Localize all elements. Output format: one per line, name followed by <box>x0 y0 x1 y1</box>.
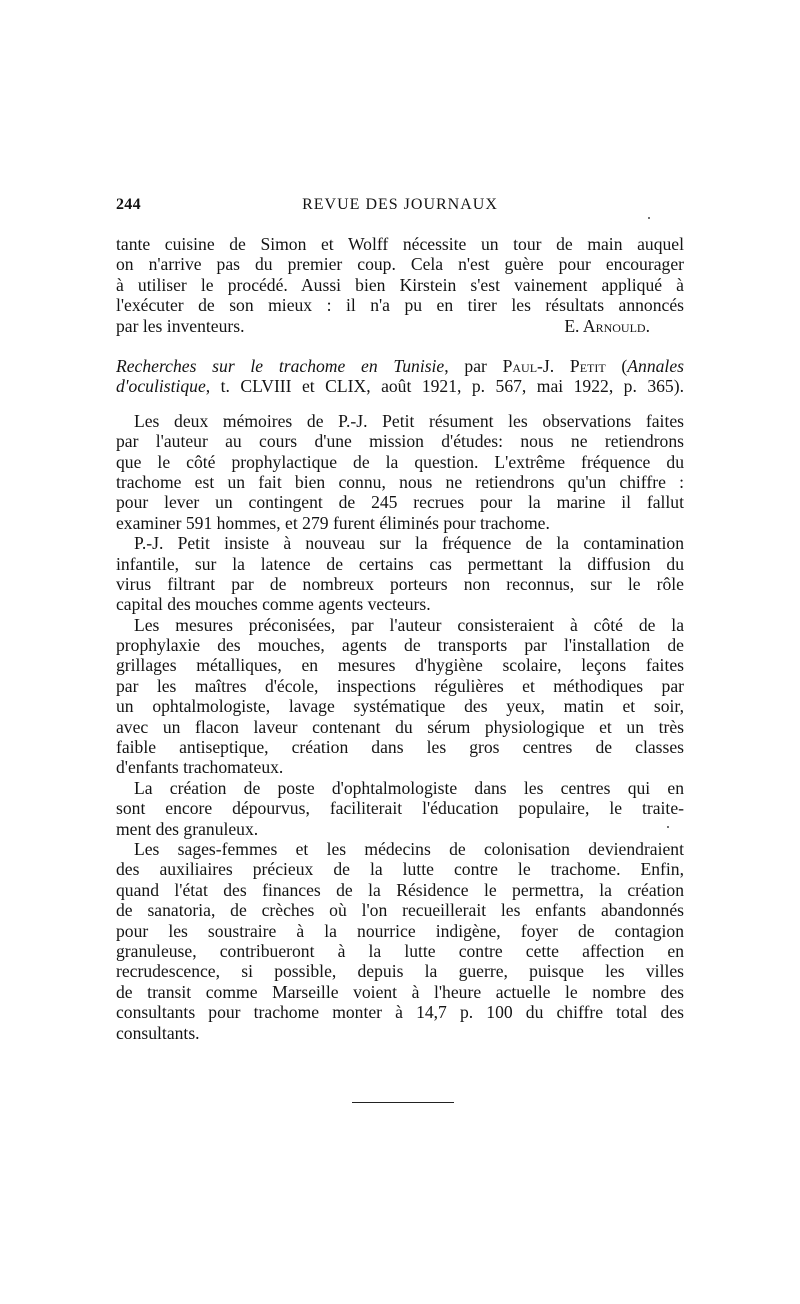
text-line: on n'arrive pas du premier coup. Cela n'est guère pour encourager <box>116 254 684 275</box>
closing-text: par les inventeurs. <box>116 315 245 336</box>
text-line: P.-J. Petit insiste à nouveau sur la fréquence de la contamination <box>134 533 684 554</box>
text-line: à utiliser le procédé. Aussi bien Kirstein s'est vainement appliqué à <box>116 274 684 295</box>
print-speck <box>667 826 669 828</box>
text-line: grillages métalliques, en mesures d'hygiène scolaire, leçons faites <box>116 655 684 676</box>
journal-name-cont: d'oculistique <box>116 376 206 397</box>
text-line: Les sages-femmes et les médecins de colonisation deviendraient <box>134 838 684 859</box>
text-line: examiner 591 hommes, et 279 furent éliminés pour trachome. <box>116 512 550 533</box>
text-line: consultants pour trachome monter à 14,7 p. 100 du chiffre total des <box>116 1002 684 1023</box>
text-line: La création de poste d'ophtalmologiste dans les centres qui en <box>134 777 684 798</box>
text-line: trachome est un fait bien connu, nous ne retiendrons qu'un chiffre : <box>116 471 684 492</box>
closing-line <box>116 316 684 336</box>
text-line: ment des granuleux. <box>116 818 259 839</box>
review-section <box>116 356 684 1043</box>
text-line: pour les soustraire à la nourrice indigène, foyer de contagion <box>116 920 684 941</box>
continuation-paragraph <box>116 234 684 336</box>
text-line: de sanatoria, de crèches où l'on recueillerait les enfants abandonnés <box>116 900 684 921</box>
text-line: virus filtrant par de nombreux porteurs non reconnus, sur le rôle <box>116 573 684 594</box>
text-line: Les mesures préconisées, par l'auteur consisteraient à côté de la <box>134 614 684 635</box>
reference-details: , t. CLVIII et CLIX, août 1921, p. 567, mai 1922, p. 365). <box>205 376 684 397</box>
article-title: Recherches sur le trachome en Tunisie <box>116 356 445 376</box>
text-line: quand l'état des finances de la Résidence le permettra, la création <box>116 879 684 900</box>
text-line: un ophtalmologiste, lavage systématique des yeux, matin et soir, <box>116 696 684 717</box>
text-line: Les deux mémoires de P.-J. Petit résument les observations faites <box>134 410 684 431</box>
section-end-rule <box>352 1102 454 1103</box>
article-author: Paul-J. Petit <box>502 356 606 376</box>
reference-line <box>116 356 684 376</box>
reference-line <box>116 376 684 396</box>
page-number: 244 <box>116 196 141 213</box>
text-line: granuleuse, contribueront à la lutte contre cette affection en <box>116 940 684 961</box>
journal-name: Annales <box>627 356 684 376</box>
text-line: par l'auteur au cours d'une mission d'études: nous ne retiendrons <box>116 431 684 452</box>
text-line: sont encore dépourvus, faciliterait l'éducation populaire, le traite- <box>116 798 684 819</box>
journal-title: REVUE DES JOURNAUX <box>302 196 498 213</box>
text-line: recrudescence, si possible, depuis la guerre, puisque les villes <box>116 961 684 982</box>
print-speck <box>648 217 650 219</box>
text-line: avec un flacon laveur contenant du sérum physiologique et un très <box>116 716 684 737</box>
text-line: capital des mouches comme agents vecteurs. <box>116 594 431 615</box>
text-line: que le côté prophylactique de la question. L'extrême fréquence du <box>116 451 684 472</box>
reviewer-signature: E. Arnould. <box>564 315 650 336</box>
text-line: pour lever un contingent de 245 recrues pour la marine il fallut <box>116 492 684 513</box>
reference-connector: , par <box>444 356 503 376</box>
reference-paren: ( <box>605 356 628 376</box>
text-line: faible antiseptique, création dans les gros centres de classes <box>116 737 684 758</box>
text-line: d'enfants trachomateux. <box>116 757 284 778</box>
text-line: prophylaxie des mouches, agents de transports par l'installation de <box>116 635 684 656</box>
text-line: de transit comme Marseille voient à l'heure actuelle le nombre des <box>116 981 684 1002</box>
running-head <box>116 196 684 220</box>
text-line: des auxiliaires précieux de la lutte contre le trachome. Enfin, <box>116 859 684 880</box>
text-line: par les maîtres d'école, inspections régulières et méthodiques par <box>116 675 684 696</box>
text-line: consultants. <box>116 1022 200 1043</box>
text-line: infantile, sur la latence de certains cas permettant la diffusion du <box>116 553 684 574</box>
review-reference <box>116 356 684 397</box>
spacer <box>116 397 684 411</box>
review-body <box>116 411 684 1043</box>
text-line: tante cuisine de Simon et Wolff nécessite un tour de main auquel <box>116 234 684 254</box>
text-line: l'exécuter de son mieux : il n'a pu en tirer les résultats annoncés <box>116 295 684 316</box>
